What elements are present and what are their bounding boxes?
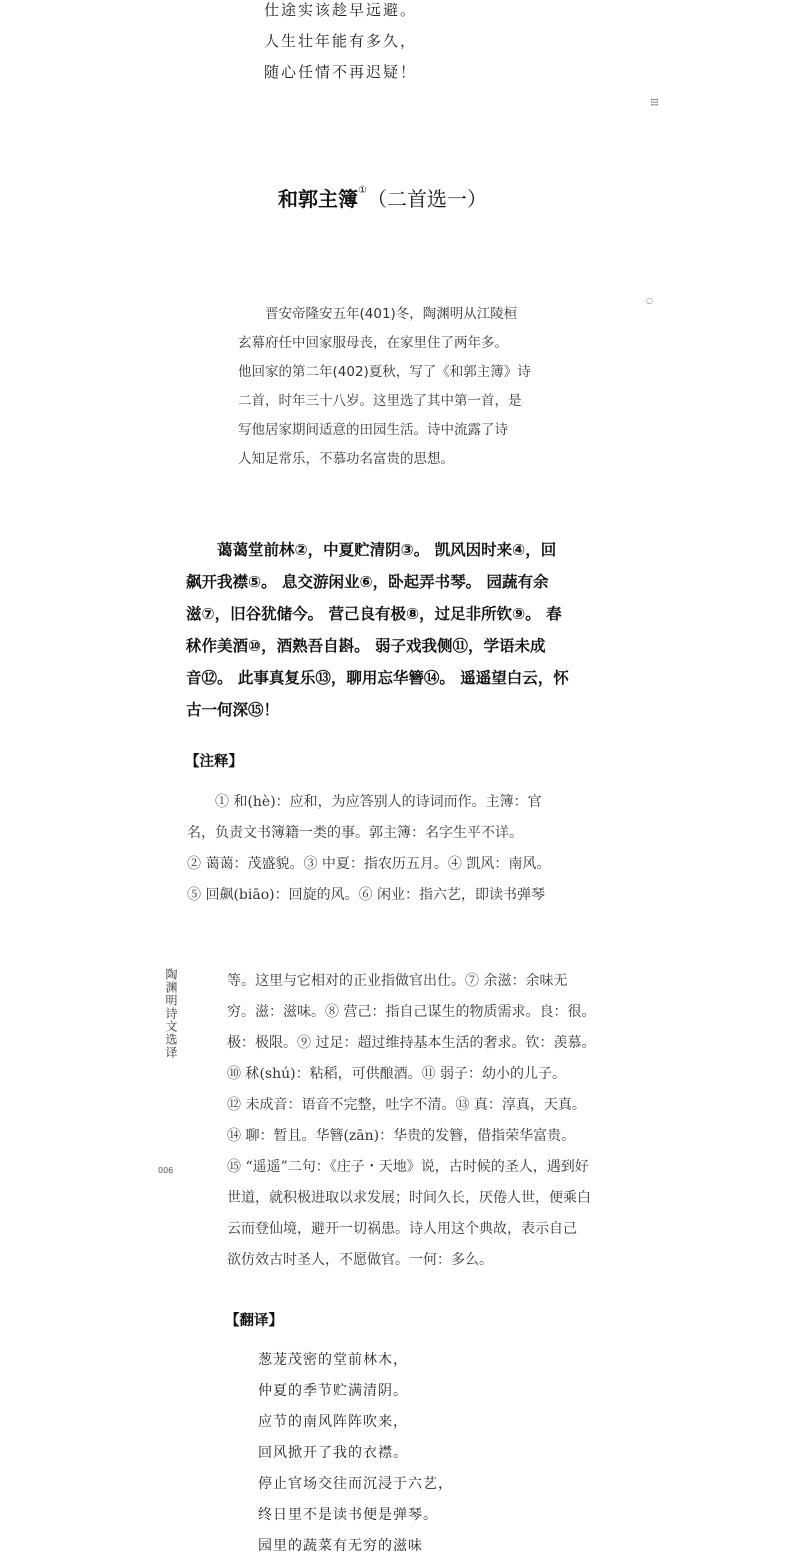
note-line: ⑭ 聊：暂且。华簪(zān)：华贵的发簪，借指荣华富贵。 <box>227 1128 576 1144</box>
translation-line: 终日里不是读书便是弹琴。 <box>258 1507 438 1523</box>
note-line: 极：极限。⑨ 过足：超过维持基本生活的奢求。钦：羡慕。 <box>227 1035 596 1051</box>
notes-block-1 <box>187 787 607 911</box>
page-number: 006 <box>158 1166 174 1175</box>
intro-line: 写他居家期间适意的田园生活。诗中流露了诗 <box>238 422 508 438</box>
note-line: 名，负责文书簿籍一类的事。郭主簿：名字生平不详。 <box>187 825 523 841</box>
note-line: 云而登仙境，避开一切祸患。诗人用这个典故，表示自己 <box>227 1221 577 1237</box>
note-line: ⑮ “遥遥”二句：《庄子・天地》说，古时候的圣人，遇到好 <box>227 1159 589 1175</box>
translation-line: 应节的南风阵阵吹来， <box>258 1414 408 1430</box>
verse-line: 随心任情不再迟疑！ <box>264 63 418 81</box>
translation-heading: 【翻译】 <box>225 1313 283 1329</box>
poem-line: 飙开我襟⑤。 息交游闲业⑥，卧起弄书琴。 园蔬有余 <box>186 573 549 591</box>
note-line: 穷。滋：滋味。⑧ 营己：指自己谋生的物质需求。良：很。 <box>227 1004 596 1020</box>
note-line: ⑤ 回飙(biāo)：回旋的风。⑥ 闲业：指六艺，即读书弹琴 <box>187 887 546 903</box>
intro-line: 晋安帝隆安五年(401)冬，陶渊明从江陵桓 <box>238 306 518 322</box>
intro-line: 二首，时年三十八岁。这里选了其中第一首，是 <box>238 393 522 409</box>
poem-line: 滋⑦，旧谷犹储今。 营己良有极⑧，过足非所钦⑨。 春 <box>186 605 562 623</box>
note-line: ⑩ 秫(shú)：粘稻，可供酿酒。⑪ 弱子：幼小的儿子。 <box>227 1066 567 1082</box>
translation-line: 仲夏的季节贮满清阴。 <box>258 1383 408 1399</box>
translation-line: 葱茏茂密的堂前林木， <box>258 1352 408 1368</box>
poem-title-sub: （二首选一） <box>366 187 487 211</box>
intro-line: 人知足常乐，不慕功名富贵的思想。 <box>238 451 454 467</box>
translation-line: 园里的蔬菜有无穷的滋味 <box>258 1538 423 1554</box>
translation-block <box>258 1350 518 1567</box>
poem-line: 音⑫。 此事真复乐⑬，聊用忘华簪⑭。 遥遥望白云，怀 <box>186 669 569 687</box>
notes-heading: 【注释】 <box>185 754 243 770</box>
note-line: ① 和(hè)：应和，为应答别人的诗词而作。主簿：官 <box>187 794 542 810</box>
note-line: ② 蔼蔼：茂盛貌。③ 中夏：指农历五月。④ 凯风：南风。 <box>187 856 551 872</box>
poem-title <box>278 183 487 212</box>
intro-paragraph <box>238 300 548 474</box>
poem-title-main: 和郭主簿 <box>278 187 358 211</box>
note-line: ⑫ 未成音：语音不完整，吐字不清。⑬ 真：淳真，天真。 <box>227 1097 586 1113</box>
verse-line: 人生壮年能有多久， <box>264 32 418 50</box>
note-line: 欲仿效古时圣人，不愿做官。一何：多么。 <box>227 1252 493 1268</box>
poem-line: 古一何深⑮！ <box>186 701 280 719</box>
translation-line: 停止官场交往而沉浸于六艺， <box>258 1476 453 1492</box>
margin-dot: ○ <box>646 296 653 305</box>
verse-line: 仕途实该趁早远避。 <box>264 1 418 19</box>
margin-mark: ꟾꟾꟾ <box>649 98 657 107</box>
title-note-marker: ① <box>358 185 367 196</box>
previous-translation-tail <box>264 0 484 93</box>
notes-block-2 <box>227 966 647 1276</box>
poem-line: 蔼蔼堂前林②，中夏贮清阴③。 凯风因时来④，回 <box>186 541 557 559</box>
poem-line: 秫作美酒⑩，酒熟吾自斟。 弱子戏我侧⑪，学语未成 <box>186 637 546 655</box>
note-line: 等。这里与它相对的正业指做官出仕。⑦ 余滋：余味无 <box>227 973 568 989</box>
poem-body <box>186 534 606 726</box>
note-line: 世道，就积极进取以求发展；时间久长，厌倦人世，便乘白 <box>227 1190 591 1206</box>
translation-line: 回风掀开了我的衣襟。 <box>258 1445 408 1461</box>
intro-line: 玄幕府任中回家服母丧，在家里住了两年多。 <box>238 335 508 351</box>
running-book-title: 陶渊明诗文选译 <box>164 968 178 1059</box>
intro-line: 他回家的第二年(402)夏秋，写了《和郭主簿》诗 <box>238 364 531 380</box>
